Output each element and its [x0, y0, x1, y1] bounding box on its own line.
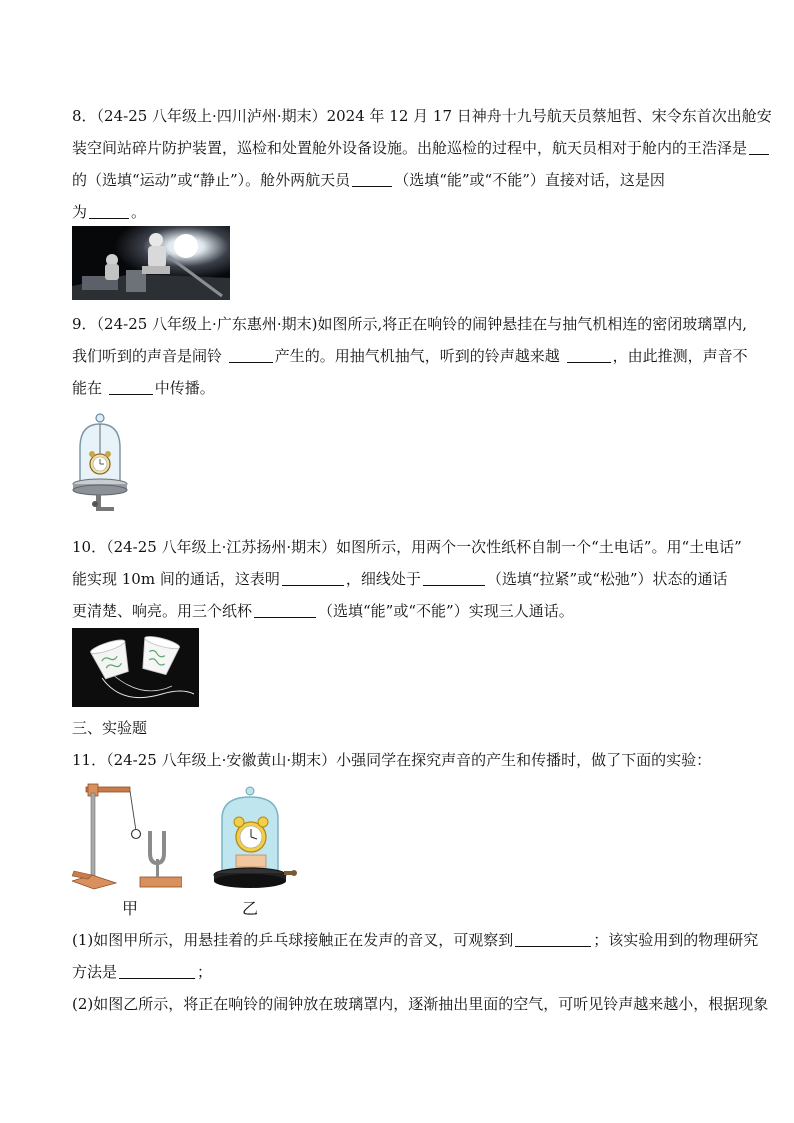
q9-line-1: 9．（24-25 八年级上·广东惠州·期末)如图所示,将正在响铃的闹钟悬挂在与抽气机相连的密闭玻璃罩内, [72, 315, 747, 333]
section-heading-experiment: 三、实验题 [72, 719, 148, 737]
q11-part-1-text-d: ； [197, 963, 213, 981]
bell-jar-clock-illustration [70, 412, 140, 522]
question-10 [72, 531, 742, 627]
q11-line-1: 11．（24-25 八年级上·安徽黄山·期末）小强同学在探究声音的产生和传播时，做了下面的实验： [72, 751, 712, 769]
q8-line-4-text-b: 。 [131, 203, 147, 221]
question-11 [72, 744, 724, 776]
q11-part-1-text-b: ；该实验用到的物理研究 [593, 931, 759, 949]
q8-line-3 [72, 164, 724, 196]
answer-blank[interactable] [229, 346, 273, 363]
q9-line-2-text-b: 产生的。用抽气机抽气，听到的铃声越来越 [274, 347, 565, 365]
q11-part-1-line-2 [72, 956, 724, 988]
answer-blank[interactable] [567, 346, 611, 363]
q9-line-3-text-b: 中传播。 [154, 379, 215, 397]
q10-line-2-text-c: （选填“拉紧”或“松弛”）状态的通话 [486, 570, 728, 588]
answer-blank[interactable] [515, 930, 591, 947]
q8-line-4-text-a: 为 [72, 203, 88, 221]
q9-line-3 [72, 372, 724, 404]
q9-line-2-text-c: ，由此推测，声音不 [612, 347, 748, 365]
q10-line-3 [72, 595, 724, 627]
q8-line-3-text-b: （选填“能”或“不能”）直接对话，这是因 [394, 171, 665, 189]
answer-blank[interactable] [749, 138, 769, 155]
question-9 [72, 308, 748, 404]
q9-line-3-text-a: 能在 [72, 379, 107, 397]
question-11-parts [72, 924, 769, 1020]
figure-label-b: 乙 [242, 899, 259, 918]
q9-line-2 [72, 340, 748, 372]
q11-part-1-text-a: (1)如图甲所示，用悬挂着的乒乓球接触正在发声的音叉，可观察到 [72, 931, 514, 949]
answer-blank[interactable] [109, 378, 153, 395]
q8-line-3-text-a: 的（选填“运动”或“静止”）。舱外两航天员 [72, 171, 351, 189]
q10-line-2-text-b: ，细线处于 [345, 570, 421, 588]
answer-blank[interactable] [352, 170, 392, 187]
answer-blank[interactable] [119, 962, 195, 979]
q10-line-2 [72, 563, 728, 595]
paper-cup-telephone-photo [72, 628, 199, 707]
q11-part-1-line-1 [72, 924, 759, 956]
question-8 [72, 100, 772, 228]
answer-blank[interactable] [282, 569, 344, 586]
q8-line-1: 8．（24-25 八年级上·四川泸州·期末）2024 年 12 月 17 日神舟十九号航天员蔡旭哲、宋令东首次出舱安 [72, 107, 772, 125]
q8-line-2-text: 装空间站碎片防护装置，巡检和处置舱外设备设施。出舱巡检的过程中，航天员相对于舱内的王浩泽是 [72, 139, 748, 157]
vacuum-bell-jar-clock-illustration [212, 785, 298, 891]
answer-blank[interactable] [423, 569, 485, 586]
q10-line-1: 10．（24-25 八年级上·江苏扬州·期末）如图所示，用两个一次性纸杯自制一个“土电话”。用“土电话” [72, 538, 742, 556]
q8-line-2 [72, 132, 748, 164]
q11-part-1-text-c: 方法是 [72, 963, 118, 981]
astronaut-spacewalk-photo [72, 226, 230, 300]
q10-line-3-text-b: （选填“能”或“不能”）实现三人通话。 [318, 602, 574, 620]
q10-line-3-text-a: 更清楚、响亮。用三个纸杯 [72, 602, 253, 620]
figure-label-a: 甲 [122, 899, 139, 918]
answer-blank[interactable] [89, 202, 129, 219]
answer-blank[interactable] [254, 601, 316, 618]
q9-line-2-text-a: 我们听到的声音是闹铃 [72, 347, 227, 365]
q11-part-2-line-1: (2)如图乙所示，将正在响铃的闹钟放在玻璃罩内，逐渐抽出里面的空气，可听见铃声越来越小，根据现象 [72, 995, 769, 1013]
q8-line-4 [72, 196, 724, 228]
tuning-fork-ping-pong-illustration [72, 783, 182, 893]
q10-line-2-text-a: 能实现 10m 间的通话，这表明 [72, 570, 280, 588]
